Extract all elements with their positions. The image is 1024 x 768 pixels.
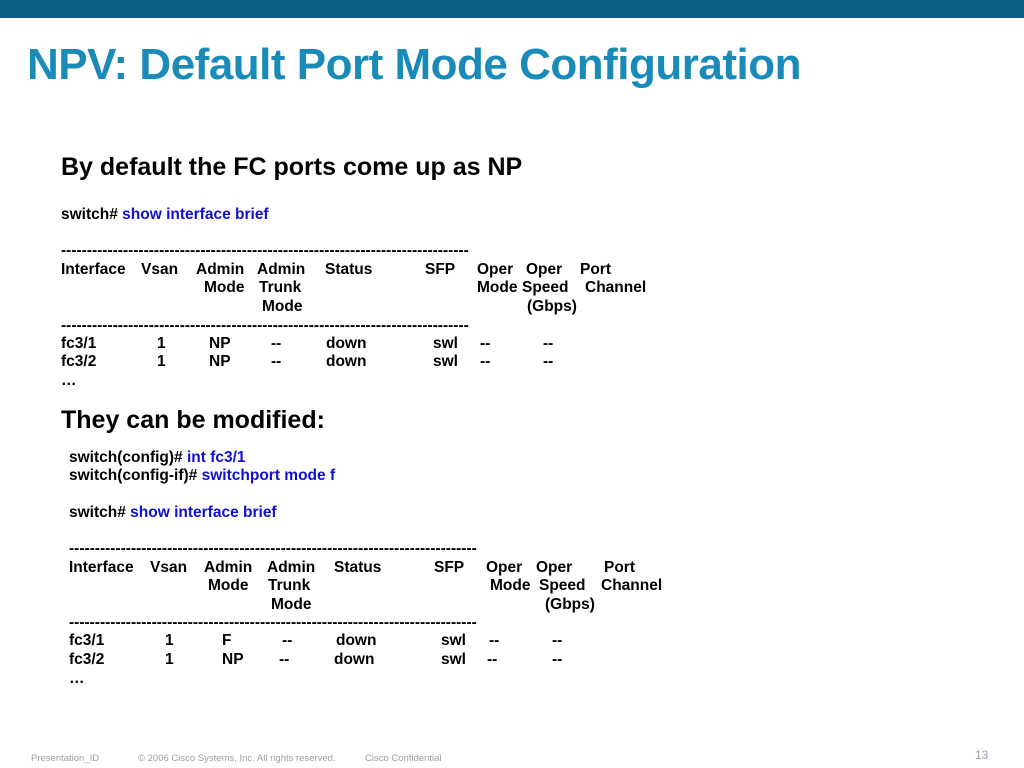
cell-interface: fc3/1 xyxy=(69,632,105,649)
header-admin-trunk-2: Trunk xyxy=(259,279,302,296)
header-vsan: Vsan xyxy=(150,559,188,576)
config-if-command-line xyxy=(69,467,335,485)
prompt: switch(config-if)# xyxy=(69,467,198,484)
cell-status: down xyxy=(334,651,375,668)
cell-oper-mode: -- xyxy=(487,651,498,668)
cell-admin-mode: F xyxy=(222,632,232,649)
divider: ------------------------------------------------------------------------------- xyxy=(69,540,477,557)
prompt: switch# xyxy=(61,206,118,223)
header-port-channel-2: Channel xyxy=(585,279,647,296)
command-text: show interface brief xyxy=(122,206,269,223)
section2-heading: They can be modified: xyxy=(61,406,325,434)
cell-admin-mode: NP xyxy=(222,651,244,668)
header-oper-mode: Oper xyxy=(486,559,523,576)
header-admin-mode-2: Mode xyxy=(208,577,249,594)
header-admin-trunk: Admin xyxy=(257,261,306,278)
footer-confidential: Cisco Confidential xyxy=(365,753,442,764)
cell-interface: fc3/2 xyxy=(69,651,105,668)
header-admin-trunk: Admin xyxy=(267,559,316,576)
section2-command-line xyxy=(69,504,277,522)
command-text: int fc3/1 xyxy=(186,449,246,466)
header-port-channel: Port xyxy=(580,261,611,278)
cell-trunk: -- xyxy=(282,632,293,649)
footer-presentation-id: Presentation_ID xyxy=(31,753,100,764)
config-command-line xyxy=(69,449,246,467)
header-admin-mode: Admin xyxy=(196,261,245,278)
cell-oper-mode: -- xyxy=(489,632,500,649)
top-banner xyxy=(0,0,1024,18)
prompt: switch(config)# xyxy=(69,449,183,466)
page-number: 13 xyxy=(975,748,989,762)
cell-oper-mode: -- xyxy=(480,335,491,352)
header-admin-trunk-2: Trunk xyxy=(268,577,311,594)
prompt: switch# xyxy=(69,504,126,521)
divider: ------------------------------------------------------------------------------- xyxy=(61,317,469,334)
header-admin-mode-2: Mode xyxy=(204,279,245,296)
cell-speed: -- xyxy=(543,335,554,352)
header-oper-speed: Oper xyxy=(536,559,573,576)
command-text: switchport mode f xyxy=(201,467,336,484)
slide-title: NPV: Default Port Mode Configuration xyxy=(27,40,801,89)
cell-trunk: -- xyxy=(271,353,282,370)
header-sfp: SFP xyxy=(425,261,456,278)
cell-interface: fc3/2 xyxy=(61,353,97,370)
header-oper-mode: Oper xyxy=(477,261,514,278)
cell-sfp: swl xyxy=(441,651,466,668)
header-status: Status xyxy=(325,261,373,278)
header-oper-speed-2: Speed xyxy=(522,279,569,296)
header-oper-speed-3: (Gbps) xyxy=(545,596,595,613)
cell-vsan: 1 xyxy=(157,353,166,370)
cell-trunk: -- xyxy=(279,651,290,668)
header-oper-mode-2: Mode xyxy=(490,577,531,594)
cell-interface: fc3/1 xyxy=(61,335,97,352)
header-admin-trunk-3: Mode xyxy=(262,298,303,315)
header-admin-mode: Admin xyxy=(204,559,253,576)
header-sfp: SFP xyxy=(434,559,465,576)
header-admin-trunk-3: Mode xyxy=(271,596,312,613)
cell-speed: -- xyxy=(552,651,563,668)
cell-vsan: 1 xyxy=(165,651,174,668)
header-port-channel-2: Channel xyxy=(601,577,663,594)
cell-speed: -- xyxy=(543,353,554,370)
header-vsan: Vsan xyxy=(141,261,179,278)
cell-sfp: swl xyxy=(433,353,458,370)
divider: ------------------------------------------------------------------------------- xyxy=(61,242,469,259)
cell-trunk: -- xyxy=(271,335,282,352)
section1-command-line xyxy=(61,206,269,224)
cell-sfp: swl xyxy=(441,632,466,649)
header-oper-speed-3: (Gbps) xyxy=(527,298,577,315)
cell-oper-mode: -- xyxy=(480,353,491,370)
header-port-channel: Port xyxy=(604,559,635,576)
footer-copyright: © 2006 Cisco Systems, Inc. All rights reserved. xyxy=(138,753,336,764)
cell-status: down xyxy=(336,632,377,649)
cell-status: down xyxy=(326,335,367,352)
header-interface: Interface xyxy=(69,559,134,576)
ellipsis: … xyxy=(61,372,77,389)
divider: ------------------------------------------------------------------------------- xyxy=(69,614,477,631)
command-text: show interface brief xyxy=(130,504,277,521)
cell-sfp: swl xyxy=(433,335,458,352)
cell-admin-mode: NP xyxy=(209,353,231,370)
cell-status: down xyxy=(326,353,367,370)
cell-vsan: 1 xyxy=(165,632,174,649)
header-interface: Interface xyxy=(61,261,126,278)
section1-heading: By default the FC ports come up as NP xyxy=(61,153,523,181)
cell-admin-mode: NP xyxy=(209,335,231,352)
header-status: Status xyxy=(334,559,382,576)
cell-speed: -- xyxy=(552,632,563,649)
header-oper-speed-2: Speed xyxy=(539,577,586,594)
ellipsis: … xyxy=(69,670,85,687)
header-oper-mode-2: Mode xyxy=(477,279,518,296)
cell-vsan: 1 xyxy=(157,335,166,352)
header-oper-speed: Oper xyxy=(526,261,563,278)
